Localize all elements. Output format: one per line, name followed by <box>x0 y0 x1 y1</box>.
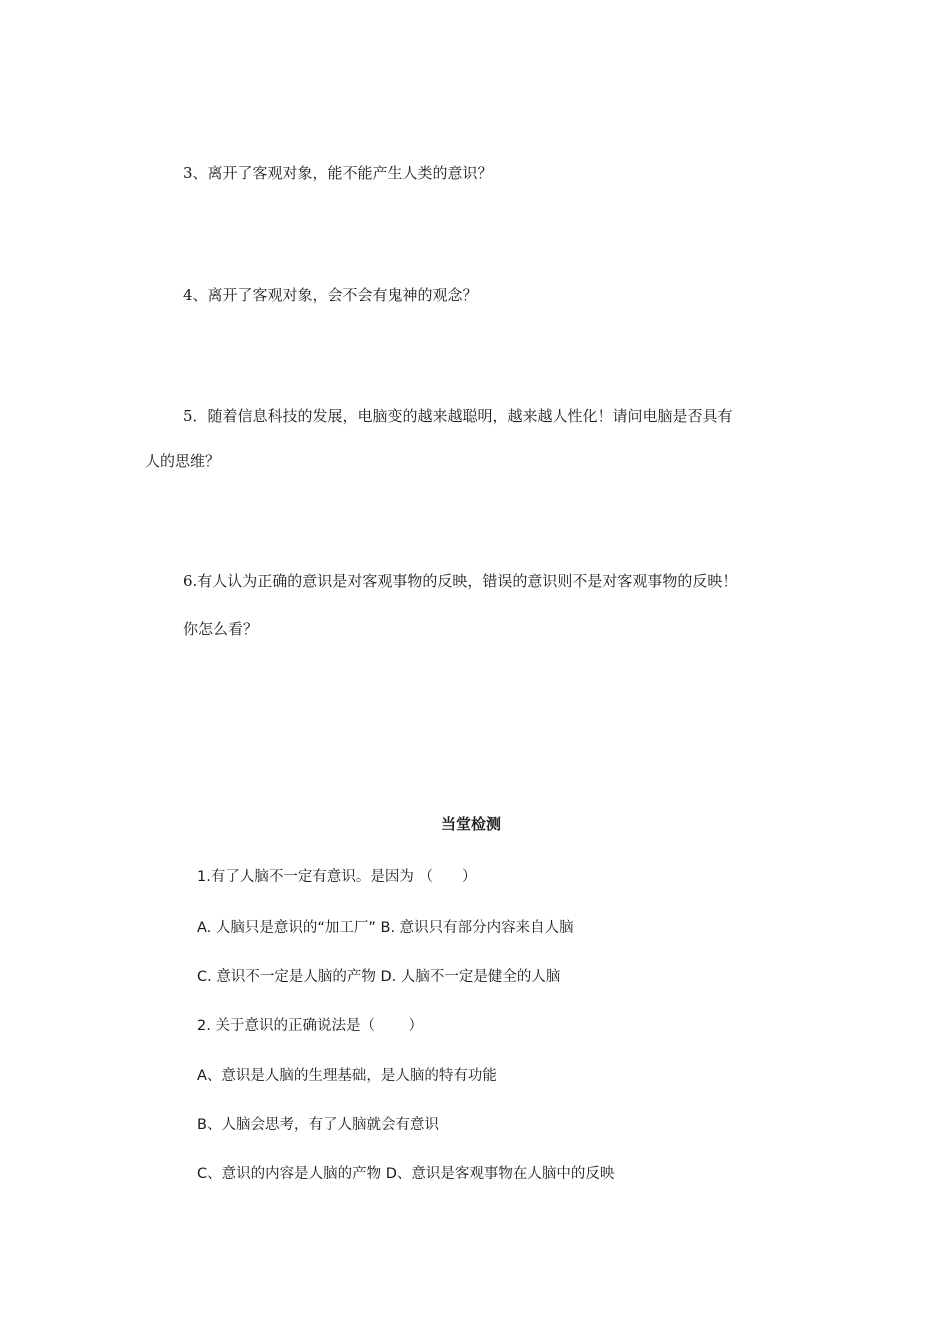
test-question-1-options-cd: C. 意识不一定是人脑的产物 D. 人脑不一定是健全的人脑 <box>197 969 561 985</box>
question-6-line-2: 你怎么看？ <box>183 620 259 638</box>
test-question-1-options-ab: A. 人脑只是意识的“加工厂” B. 意识只有部分内容来自人脑 <box>197 920 574 936</box>
question-5-line-2: 人的思维？ <box>145 452 221 470</box>
test-question-1-stem: 1.有了人脑不一定有意识。是因为 （ ） <box>197 869 477 885</box>
question-5-line-1: 5．随着信息科技的发展，电脑变的越来越聪明，越来越人性化！请问电脑是否具有 <box>183 407 733 425</box>
test-question-2-option-b: B、人脑会思考，有了人脑就会有意识 <box>197 1117 439 1133</box>
test-question-2-option-a: A、意识是人脑的生理基础，是人脑的特有功能 <box>197 1068 497 1084</box>
question-4: 4、离开了客观对象，会不会有鬼神的观念？ <box>183 286 478 304</box>
question-3: 3、离开了客观对象，能不能产生人类的意识？ <box>183 164 493 182</box>
test-question-2-stem: 2. 关于意识的正确说法是（ ） <box>197 1018 424 1034</box>
question-6-line-1: 6.有人认为正确的意识是对客观事物的反映，错误的意识则不是对客观事物的反映！ <box>183 572 738 590</box>
test-question-2-options-cd: C、意识的内容是人脑的产物 D、意识是客观事物在人脑中的反映 <box>197 1166 615 1182</box>
section-title: 当堂检测 <box>441 815 502 833</box>
